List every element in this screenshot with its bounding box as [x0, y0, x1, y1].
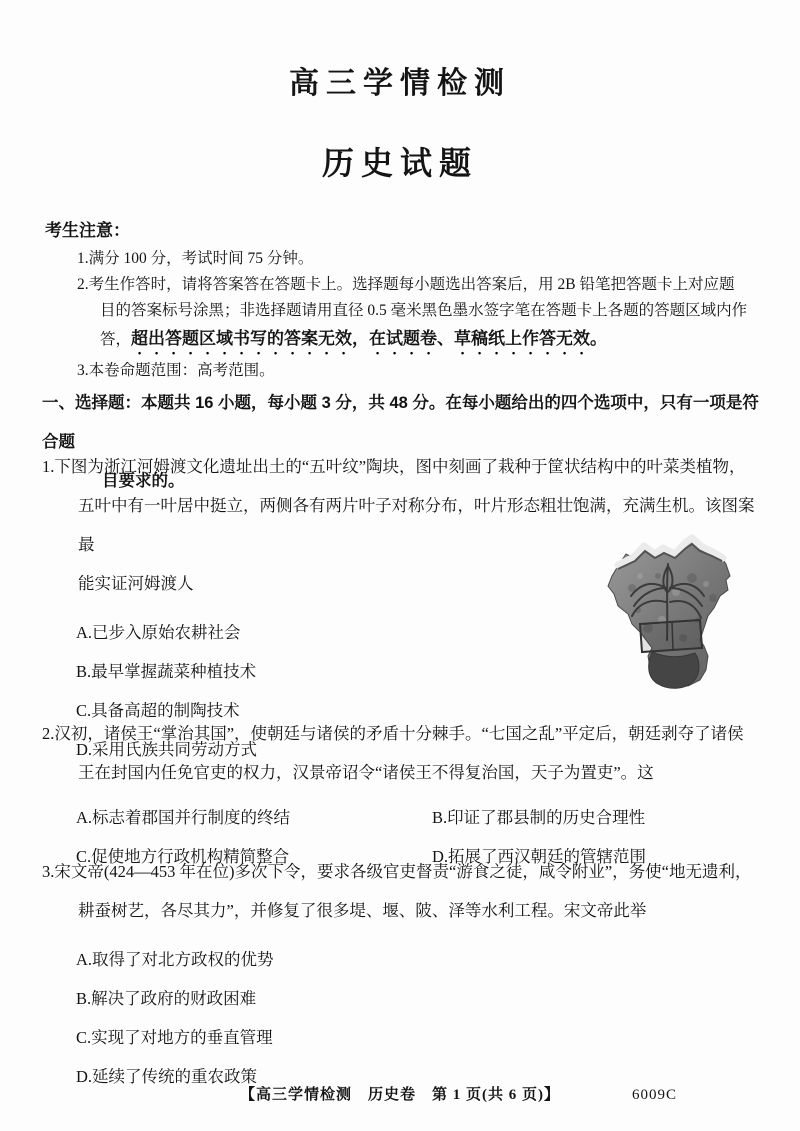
question-3-option-B: B.解决了政府的财政困难: [76, 989, 257, 1008]
notice-item-2-line-2: 目的答案标号涂黑；非选择题请用直径 0.5 毫米黑色墨水签字笔在答题卡上各题的答题区域内作: [100, 302, 748, 319]
question-1-option-C: C.具备高超的制陶技术: [76, 701, 240, 720]
pottery-fragment-image: [588, 528, 748, 692]
question-2-stem-line: 王在封国内任免官吏的权力，汉景帝诏令“诸侯王不得复治国，天子为置吏”。这: [78, 763, 654, 782]
question-3-options: [76, 940, 764, 1096]
question-3: [42, 852, 764, 1096]
question-1-option-B: B.最早掌握蔬菜种植技术: [76, 662, 257, 681]
notice-item-2-line-1: 2.考生作答时，请将答案答在答题卡上。选择题每小题选出答案后，用 2B 铅笔把答题卡上对应题: [77, 276, 735, 293]
question-2-option-B: B.印证了郡县制的历史合理性: [432, 808, 646, 827]
question-3-option-D: D.延续了传统的重农政策: [76, 1067, 258, 1086]
page-title: 高三学情检测: [289, 67, 511, 100]
page-footer: [0, 1084, 800, 1106]
question-3-stem-line: 耕蚕树艺，各尽其力”，并修复了很多堤、堰、陂、泽等水利工程。宋文帝此举: [78, 901, 647, 920]
footer-paper-code: 6009C: [632, 1087, 678, 1103]
question-2-option-D: D.拓展了西汉朝廷的管辖范围: [432, 847, 647, 866]
exam-subject-title: 历史试题: [321, 145, 478, 181]
question-1-stem-line: 1.下图为浙江河姆渡文化遗址出土的“五叶纹”陶块，图中刻画了栽种于筐状结构中的叶菜类植物，: [42, 457, 746, 476]
notice-heading: 考生注意：: [45, 221, 130, 240]
notice-emphasized-warning: 超出答题区域书写的答案无效，在试题卷、草稿纸上作答无效。: [131, 329, 608, 348]
section-heading-line-1: 一、选择题：本题共 16 小题，每小题 3 分，共 48 分。在每小题给出的四个选项中，只有一项是符合题: [42, 394, 759, 451]
question-2-option-C: C.促使地方行政机构精简整合: [76, 847, 290, 866]
section-heading-line-2: 目要求的。: [102, 472, 185, 490]
notice-item-3: 3.本卷命题范围：高考范围。: [77, 362, 275, 379]
question-3-option-A: A.取得了对北方政权的优势: [76, 950, 274, 969]
question-1-stem-line: 能实证河姆渡人: [78, 574, 194, 593]
pottery-fragment-photo-icon: [588, 528, 748, 692]
question-1-option-A: A.已步入原始农耕社会: [76, 623, 241, 642]
notice-item-1: 1.满分 100 分，考试时间 75 分钟。: [77, 250, 314, 267]
question-3-stem-line: 3.宋文帝(424—453 年在位)多次下令，要求各级官吏督责“游食之徒，咸令附业”，务使“地无遗利，: [42, 862, 752, 881]
question-1-option-D: D.采用氏族共同劳动方式: [76, 740, 258, 759]
notice-section: [45, 216, 761, 384]
question-2-option-A: A.标志着郡国并行制度的终结: [76, 808, 291, 827]
notice-item-2-line-3-prefix: 答，: [100, 331, 132, 348]
question-3-option-C: C.实现了对地方的垂直管理: [76, 1028, 273, 1047]
question-2-stem-line: 2.汉初，诸侯王“掌治其国”，使朝廷与诸侯的矛盾十分棘手。“七国之乱”平定后，朝廷剥夺了诸侯: [42, 724, 744, 743]
footer-page-label: 【高三学情检测 历史卷 第 1 页(共 6 页)】: [240, 1087, 560, 1103]
question-1-stem-line: 五叶中有一叶居中挺立，两侧各有两片叶子对称分布，叶片形态粗壮饱满，充满生机。该图案最: [78, 496, 755, 554]
notice-item-2-line-3: [100, 324, 761, 358]
